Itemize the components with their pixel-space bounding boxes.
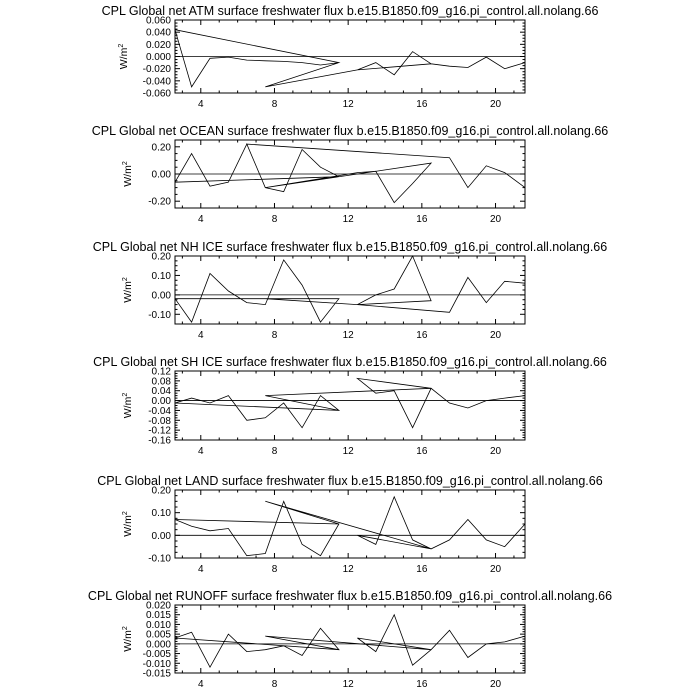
- y-axis-label-exponent: 2: [122, 392, 129, 397]
- series-line-1: [175, 144, 525, 203]
- y-axis-label-exponent: 2: [122, 626, 129, 631]
- y-axis-label-exponent: 2: [122, 277, 129, 282]
- plot-frame: [175, 605, 525, 673]
- x-tick-label: 12: [342, 446, 354, 457]
- x-tick-label: 8: [271, 679, 278, 690]
- y-axis-label: [122, 161, 134, 187]
- y-tick-label: 0.12: [151, 366, 171, 378]
- x-tick-label: 12: [342, 679, 354, 690]
- x-tick-label: 20: [489, 214, 502, 225]
- y-tick-label: 0.020: [145, 39, 171, 51]
- y-axis-label-unit: W/m: [122, 396, 134, 419]
- y-axis-label-exponent: 2: [118, 43, 125, 48]
- y-tick-label: -0.20: [148, 196, 171, 208]
- y-tick-label: -0.020: [142, 64, 171, 76]
- series-line-1: [175, 615, 525, 668]
- x-tick-label: 4: [198, 679, 204, 690]
- series-line-1: [175, 256, 525, 322]
- x-tick-label: 8: [271, 446, 278, 457]
- y-axis-label-unit: W/m: [122, 630, 134, 652]
- y-tick-label: -0.005: [142, 649, 171, 661]
- panel-5: [97, 474, 602, 575]
- y-axis-label-unit: W/m: [118, 47, 130, 70]
- y-tick-label: -0.060: [142, 88, 171, 100]
- y-axis-label-exponent: 2: [122, 161, 129, 166]
- x-tick-label: 20: [489, 446, 502, 457]
- panel-title: CPL Global net RUNOFF surface freshwater flux b.e15.B1850.f09_g16.pi_control.all.nolang.66: [87, 589, 613, 603]
- y-tick-label: 0.10: [151, 270, 171, 282]
- x-tick-label: 16: [416, 99, 428, 110]
- y-tick-label: 0.08: [151, 376, 171, 388]
- y-tick-label: 0.00: [151, 169, 171, 181]
- y-tick-label: -0.010: [142, 658, 171, 670]
- x-tick-label: 12: [342, 330, 354, 341]
- y-axis-label: [122, 626, 134, 652]
- y-axis-label: [118, 44, 130, 70]
- x-tick-label: 20: [489, 99, 502, 110]
- y-tick-label: 0.040: [145, 27, 171, 39]
- y-tick-label: 0.005: [145, 629, 171, 641]
- x-tick-label: 12: [342, 214, 354, 225]
- panel-2: [92, 124, 609, 225]
- series-line-1: [175, 30, 525, 87]
- x-tick-label: 4: [198, 564, 204, 575]
- panel-4: [93, 355, 607, 457]
- x-tick-label: 16: [416, 214, 428, 225]
- y-axis-label-unit: W/m: [122, 165, 134, 187]
- x-tick-label: 16: [416, 330, 428, 341]
- panel-1: [102, 4, 599, 110]
- y-axis-label: [122, 277, 134, 303]
- x-tick-label: 12: [342, 99, 354, 110]
- y-tick-label: 0.04: [151, 386, 171, 398]
- y-tick-label: -0.015: [142, 668, 171, 680]
- x-tick-label: 20: [489, 564, 502, 575]
- y-axis-label-unit: W/m: [122, 515, 134, 537]
- y-tick-label: -0.10: [148, 553, 171, 565]
- y-tick-label: 0.020: [145, 600, 171, 612]
- y-tick-label: -0.040: [142, 76, 171, 88]
- y-tick-label: 0.000: [145, 52, 171, 63]
- y-tick-label: -0.16: [148, 435, 171, 447]
- y-tick-label: 0.10: [151, 508, 171, 520]
- x-tick-label: 4: [198, 446, 204, 457]
- panel-title: CPL Global net NH ICE surface freshwater flux b.e15.B1850.f09_g16.pi_control.all.nolang.66: [92, 240, 608, 254]
- panel-6: [88, 589, 612, 690]
- y-axis-label: [122, 393, 134, 419]
- y-tick-label: 0.00: [151, 530, 171, 542]
- plot-frame: [175, 490, 525, 558]
- y-tick-label: 0.00: [151, 396, 171, 408]
- x-tick-label: 8: [271, 564, 278, 575]
- y-tick-label: -0.04: [148, 405, 171, 417]
- x-tick-label: 4: [198, 99, 204, 110]
- y-tick-label: 0.00: [151, 290, 171, 302]
- y-tick-label: 0.015: [145, 610, 171, 622]
- x-tick-label: 12: [342, 564, 354, 575]
- x-tick-label: 4: [198, 214, 204, 225]
- y-tick-label: 0.20: [151, 142, 171, 154]
- panel-3: [93, 240, 607, 341]
- y-tick-label: 0.20: [151, 485, 171, 497]
- panel-title: CPL Global net LAND surface freshwater flux b.e15.B1850.f09_g16.pi_control.all.nolang.66: [97, 474, 603, 488]
- x-tick-label: 16: [416, 679, 428, 690]
- x-tick-label: 20: [489, 679, 502, 690]
- y-tick-label: 0.010: [145, 619, 171, 631]
- y-tick-label: -0.10: [148, 309, 171, 321]
- series-line-1: [175, 497, 525, 556]
- x-tick-label: 8: [271, 214, 278, 225]
- y-tick-label: 0.000: [145, 639, 171, 651]
- y-tick-label: -0.12: [148, 425, 171, 437]
- x-tick-label: 4: [198, 330, 204, 341]
- panel-title: CPL Global net ATM surface freshwater flux b.e15.B1850.f09_g16.pi_control.all.nolang.66: [101, 4, 599, 18]
- series-line-1: [175, 378, 525, 427]
- y-axis-label-exponent: 2: [122, 511, 129, 516]
- y-axis-label-unit: W/m: [122, 281, 134, 303]
- y-tick-label: 0.060: [145, 15, 171, 27]
- x-tick-label: 8: [271, 330, 278, 341]
- y-tick-label: 0.20: [151, 251, 171, 263]
- x-tick-label: 16: [416, 446, 428, 457]
- panel-title: CPL Global net OCEAN surface freshwater flux b.e15.B1850.f09_g16.pi_control.all.nolang.66: [91, 124, 609, 138]
- y-axis-label: [122, 511, 134, 537]
- x-tick-label: 20: [489, 330, 502, 341]
- x-tick-label: 16: [416, 564, 428, 575]
- panel-title: CPL Global net SH ICE surface freshwater flux b.e15.B1850.f09_g16.pi_control.all.nolang.66: [93, 355, 607, 369]
- x-tick-label: 8: [271, 99, 278, 110]
- y-tick-label: -0.08: [148, 415, 171, 427]
